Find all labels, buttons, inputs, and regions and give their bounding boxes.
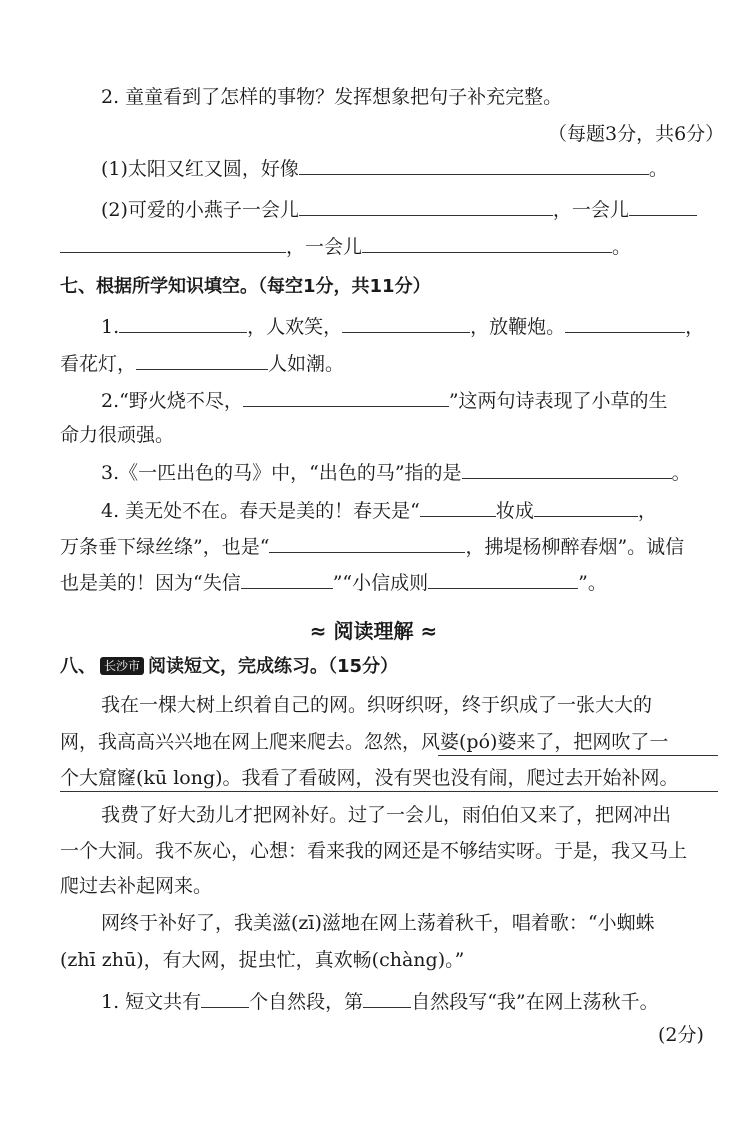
q6-2-sentence-2-cont (60, 233, 631, 260)
passage-p1-line1: 我在一棵大树上织着自己的网。织呀织呀，终于织成了一张大大的 (101, 694, 653, 716)
answer-blank[interactable] (462, 459, 672, 479)
sentence-text: ”“小信成则 (332, 572, 429, 594)
answer-blank[interactable] (629, 196, 697, 216)
passage-p3-line1: 网终于补好了，我美滋(zī)滋地在网上荡着秋千，唱着歌：“小蜘蛛 (101, 912, 655, 934)
passage-p2-line3: 爬过去补起网来。 (60, 875, 213, 897)
answer-blank[interactable] (534, 497, 638, 517)
answer-blank[interactable] (201, 988, 249, 1008)
passage-p3-line2: (zhī zhū)，有大网，捉虫忙，真欢畅(chàng)。” (60, 949, 465, 971)
marked-sentence-underline (60, 791, 718, 792)
sentence-text: ，一会儿 (552, 199, 629, 221)
sentence-text: 人如潮。 (268, 353, 345, 375)
q6-2-title: 2. 童童看到了怎样的事物？发挥想象把句子补充完整。 (101, 86, 563, 108)
sentence-text: ”这两句诗表现了小草的生 (448, 390, 668, 412)
answer-blank[interactable] (299, 155, 649, 175)
sentence-text: ”。 (578, 572, 607, 594)
sentence-text: 。 (612, 236, 632, 258)
sentence-text: 万条垂下绿丝绦”，也是“ (60, 536, 270, 558)
answer-blank[interactable] (565, 313, 685, 333)
sentence-text: 自然段写“我”在网上荡秋千。 (411, 991, 659, 1013)
answer-blank[interactable] (420, 497, 496, 517)
sentence-text: ，一会儿 (286, 236, 363, 258)
sentence-text: 1. (101, 316, 120, 338)
q6-2-sentence-2 (101, 196, 697, 223)
passage-p1-line3: 个大窟窿(kū long)。我看了看破网，没有哭也没有闹，爬过去开始补网。 (60, 767, 679, 789)
sentence-text: 。 (648, 158, 668, 180)
s7-q1-line1 (101, 313, 704, 340)
passage-p2-line2: 一个大洞。我不灰心，心想：看来我的网还是不够结实呀。于是，我又马上 (60, 840, 688, 862)
sentence-text: ， (637, 500, 657, 522)
answer-blank[interactable] (342, 313, 470, 333)
s7-q2-line2: 命力很顽强。 (60, 424, 175, 446)
answer-blank[interactable] (363, 988, 411, 1008)
region-tag: 长沙市 (100, 657, 144, 675)
sentence-text: ，拂堤杨柳醉春烟”。诚信 (465, 536, 685, 558)
sentence-text: 4. 美无处不在。春天是美的！春天是“ (101, 500, 420, 522)
q6-2-sentence-1 (101, 155, 668, 182)
sentence-text: 妆成 (495, 500, 534, 522)
answer-blank[interactable] (60, 233, 286, 253)
s7-q1-line2 (60, 350, 344, 377)
s8-q1-score: (2分) (658, 1024, 704, 1046)
section-8-heading (60, 654, 398, 680)
answer-blank[interactable] (269, 533, 465, 553)
sentence-text: ， (685, 316, 705, 338)
section-7-heading: 七、根据所学知识填空。（每空1分，共11分） (60, 276, 431, 297)
marked-sentence-underline (438, 755, 718, 756)
answer-blank[interactable] (299, 196, 553, 216)
sentence-text: 2.“野火烧不尽， (101, 390, 243, 412)
q6-2-score: （每题3分，共6分） (548, 123, 725, 145)
answer-blank[interactable] (362, 233, 612, 253)
s7-q2-line1 (101, 387, 668, 414)
sentence-text: ，人欢笑， (247, 316, 343, 338)
s7-q4-line3 (60, 569, 607, 596)
sentence-text: 。 (671, 462, 691, 484)
answer-blank[interactable] (428, 569, 578, 589)
sentence-text: 1. 短文共有 (101, 991, 202, 1013)
s8-q1 (101, 988, 659, 1015)
sentence-text: (2)可爱的小燕子一会儿 (101, 199, 299, 221)
s7-q4-line1 (101, 497, 657, 524)
passage-p2-line1: 我费了好大劲儿才把网补好。过了一会儿，雨伯伯又来了，把网冲出 (101, 804, 672, 826)
answer-blank[interactable] (243, 387, 449, 407)
sentence-text: 个自然段，第 (249, 991, 364, 1013)
sentence-text: 3.《一匹出色的马》中，“出色的马”指的是 (101, 462, 462, 484)
passage-p1-line2: 网，我高高兴兴地在网上爬来爬去。忽然，风婆(pó)婆来了，把网吹了一 (60, 731, 669, 753)
section-number: 八、 (60, 656, 96, 677)
answer-blank[interactable] (136, 350, 268, 370)
answer-blank[interactable] (241, 569, 333, 589)
sentence-text: ，放鞭炮。 (470, 316, 566, 338)
sentence-text: 也是美的！因为“失信 (60, 572, 241, 594)
sentence-text: 看花灯， (60, 353, 137, 375)
s7-q3 (101, 459, 691, 486)
section-title: 阅读短文，完成练习。（15分） (148, 656, 399, 677)
sentence-text: (1)太阳又红又圆，好像 (101, 158, 299, 180)
reading-banner: ≈ 阅读理解 ≈ (309, 619, 438, 643)
answer-blank[interactable] (119, 313, 247, 333)
s7-q4-line2 (60, 533, 684, 560)
